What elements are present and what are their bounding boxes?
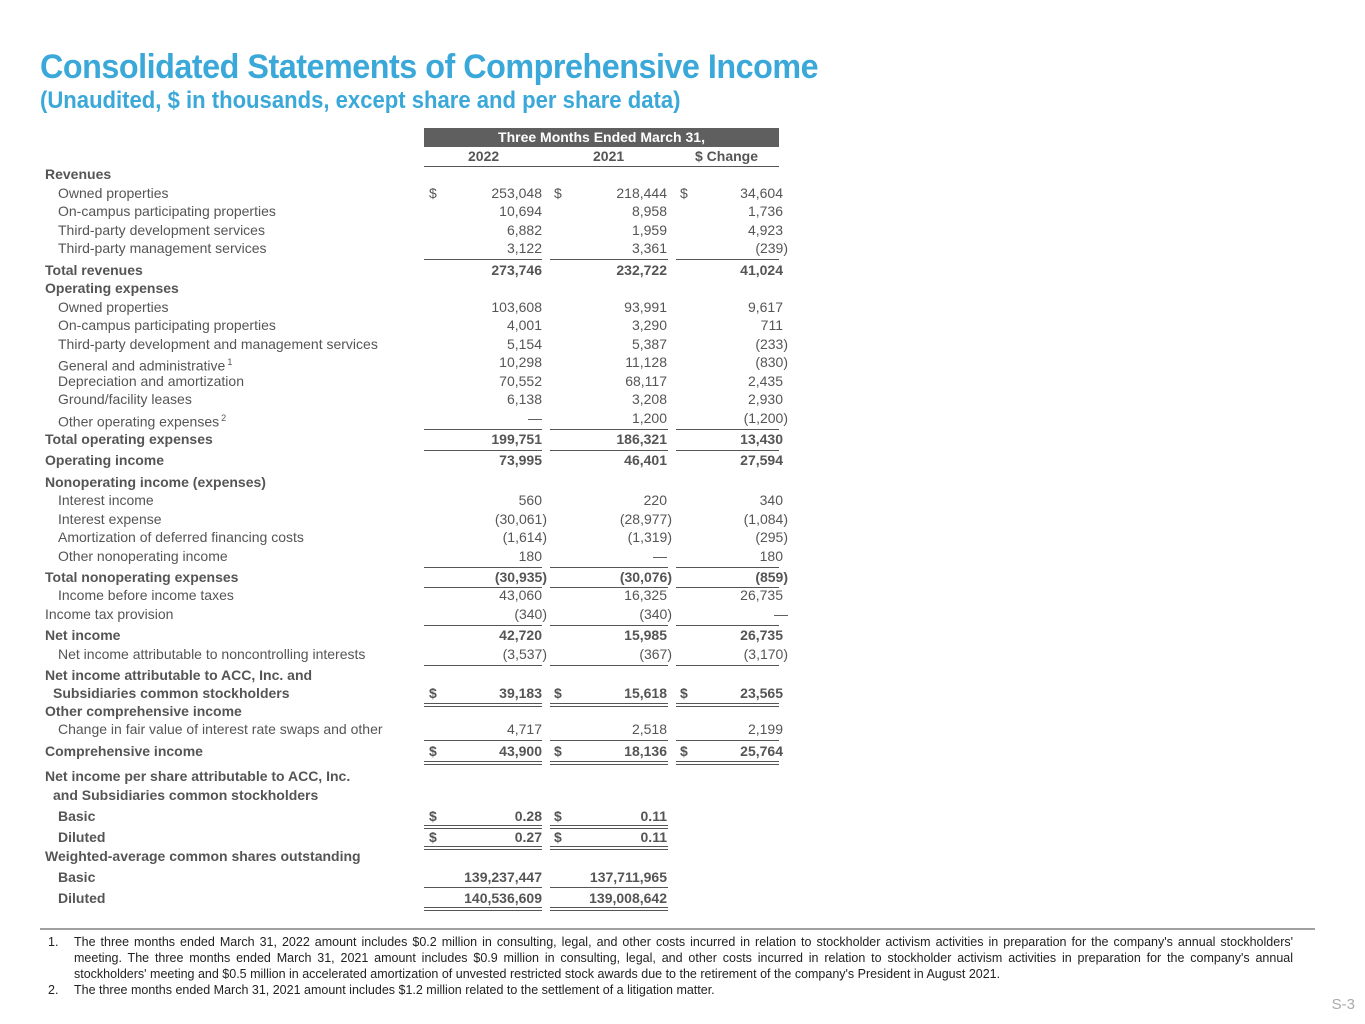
value-change: 26,735 [740, 587, 783, 603]
value-2021: 15,985 [624, 627, 667, 643]
value-2022: 73,995 [499, 452, 542, 468]
row-label: Amortization of deferred financing costs [58, 529, 304, 545]
row-label: Weighted-average common shares outstanding [45, 848, 361, 864]
table-row [0, 720, 800, 739]
value-2021: 0.11 [640, 808, 667, 824]
table-row [0, 828, 800, 847]
value-2022: 10,298 [499, 354, 542, 370]
dollar-sign: $ [554, 743, 562, 759]
row-label: Comprehensive income [45, 743, 203, 759]
value-2022: 4,001 [506, 317, 542, 333]
row-label: Total nonoperating expenses [45, 569, 239, 585]
period-header: Three Months Ended March 31, [424, 128, 779, 147]
row-label: Total revenues [45, 262, 143, 278]
value-2022: 4,717 [506, 721, 542, 737]
row-label: Basic [58, 869, 96, 885]
table-row-total [0, 626, 800, 645]
dollar-sign: $ [554, 185, 562, 201]
table-row [0, 202, 800, 221]
row-label: Total operating expenses [45, 431, 213, 447]
section-eps [0, 767, 800, 786]
footnote-1: 1. The three months ended March 31, 2022 amount includes $0.2 million in consulting, legal, and other costs incurred in relation to stockholder activism activities in preparation for the company's annual stockholders' meeting. The three months ended March 31, 2021 amount includes $0.9 million in consulting, legal, and other costs incurred in relation to stockholder activism activities in preparation for the company's annual stockholders' meeting and $0.5 million in accelerated amortization of unvested restricted stock awards due to the retirement of the company's President in August 2021. [48, 935, 1293, 981]
footnote-separator [40, 928, 1315, 930]
table-row [0, 184, 800, 203]
value-2021: 186,321 [616, 431, 667, 447]
value-2022: (30,061) [494, 511, 547, 527]
value-2021: — [653, 548, 667, 564]
table-row [0, 409, 800, 428]
dollar-sign: $ [680, 185, 688, 201]
value-change: 34,604 [740, 185, 783, 201]
value-change: 23,565 [740, 685, 783, 701]
dollar-sign: $ [554, 808, 562, 824]
table-row-total [0, 261, 800, 280]
table-row [0, 868, 800, 887]
row-label: Depreciation and amortization [58, 373, 244, 389]
section-oci [0, 702, 800, 721]
value-change: 2,199 [747, 721, 783, 737]
value-2022: 5,154 [506, 336, 542, 352]
dollar-sign: $ [554, 829, 562, 845]
value-change: (239) [755, 240, 788, 256]
value-2022: 139,237,447 [464, 869, 542, 885]
value-change: (1,200) [743, 410, 788, 426]
value-2021: 15,618 [624, 685, 667, 701]
table-row-total [0, 568, 800, 587]
row-label: Operating expenses [45, 280, 179, 296]
value-2021: 137,711,965 [589, 869, 667, 885]
row-label: Third-party development services [58, 222, 265, 238]
row-label: On-campus participating properties [58, 317, 276, 333]
table-row [0, 889, 800, 908]
value-2022: 43,900 [499, 743, 542, 759]
value-2021: 139,008,642 [589, 890, 667, 906]
value-2022: (30,935) [494, 569, 547, 585]
section-operating-expenses [0, 279, 800, 298]
value-2022: 273,746 [491, 262, 542, 278]
value-2022: 140,536,609 [464, 890, 542, 906]
table-row [0, 807, 800, 826]
row-label: Ground/facility leases [58, 391, 192, 407]
row-label: Subsidiaries common stockholders [53, 685, 290, 701]
row-label: Basic [58, 808, 96, 824]
value-2022: 560 [518, 492, 542, 508]
table-row-total [0, 430, 800, 449]
row-label: Other comprehensive income [45, 703, 242, 719]
value-change: 2,435 [747, 373, 783, 389]
section-nonoperating [0, 473, 800, 492]
table-row [0, 390, 800, 409]
value-2022: 103,608 [491, 299, 542, 315]
page-subtitle: (Unaudited, $ in thousands, except share and per share data) [40, 87, 681, 114]
table-row-total [0, 684, 800, 703]
value-2021: 0.11 [640, 829, 667, 845]
value-2022: 0.28 [514, 808, 542, 824]
value-2022: (3,537) [502, 646, 547, 662]
dollar-sign: $ [680, 743, 688, 759]
value-2021: 1,959 [631, 222, 667, 238]
row-label: Income before income taxes [58, 587, 234, 603]
value-2022: 3,122 [506, 240, 542, 256]
row-label: Net income attributable to noncontrolling interests [58, 646, 366, 662]
value-2021: 2,518 [631, 721, 667, 737]
col-header-2022: 2022 [468, 148, 500, 164]
row-label: Interest income [58, 492, 154, 508]
row-label: General and administrative $^1$ [58, 357, 233, 374]
table-row [0, 298, 800, 317]
value-change: 13,430 [740, 431, 783, 447]
dollar-sign: $ [429, 829, 437, 845]
footnote-2: 2. The three months ended March 31, 2021 amount includes $1.2 million related to the settlement of a litigation matter. [48, 983, 715, 997]
row-label: Nonoperating income (expenses) [45, 474, 266, 490]
value-2022: 42,720 [499, 627, 542, 643]
value-2021: 68,117 [625, 373, 667, 389]
value-change: (1,084) [743, 511, 788, 527]
table-row [0, 491, 800, 510]
value-2021: 11,128 [625, 354, 667, 370]
value-2021: 16,325 [624, 587, 667, 603]
value-2021: (1,319) [627, 529, 672, 545]
row-label: Other operating expenses $^2$ [58, 413, 227, 430]
value-change: (233) [755, 336, 788, 352]
row-label: Other nonoperating income [58, 548, 228, 564]
row-label: Diluted [58, 890, 106, 906]
dollar-sign: $ [429, 185, 437, 201]
table-row [0, 239, 800, 258]
row-label: Net income attributable to ACC, Inc. and [45, 667, 313, 683]
row-label: Operating income [45, 452, 165, 468]
value-2022: 10,694 [499, 203, 542, 219]
value-2022: 180 [518, 548, 542, 564]
value-2021: (28,977) [619, 511, 672, 527]
value-2021: 8,958 [631, 203, 667, 219]
value-2021: 18,136 [624, 743, 667, 759]
value-change: (295) [755, 529, 788, 545]
value-2021: 220 [643, 492, 667, 508]
value-change: (830) [755, 354, 788, 370]
page-title: Consolidated Statements of Comprehensive Income [40, 48, 819, 86]
value-2022: 43,060 [499, 587, 542, 603]
value-change: (3,170) [743, 646, 788, 662]
value-2021: 5,387 [631, 336, 667, 352]
value-change: 340 [759, 492, 783, 508]
dollar-sign: $ [680, 685, 688, 701]
table-row [0, 221, 800, 240]
value-2022: (1,614) [502, 529, 547, 545]
table-row-total [0, 451, 800, 470]
row-label: Owned properties [58, 185, 169, 201]
value-2021: 232,722 [616, 262, 667, 278]
value-change: 26,735 [740, 627, 783, 643]
table-row [0, 353, 800, 372]
table-row-total [0, 742, 800, 761]
dollar-sign: $ [429, 808, 437, 824]
row-label: Interest expense [58, 511, 162, 527]
value-change: 41,024 [740, 262, 783, 278]
value-change: 4,923 [747, 222, 783, 238]
value-2022: 70,552 [499, 373, 542, 389]
value-2022: 0.27 [514, 829, 542, 845]
value-2022: 199,751 [491, 431, 542, 447]
table-row [0, 645, 800, 664]
table-row [0, 547, 800, 566]
table-row [0, 316, 800, 335]
dollar-sign: $ [429, 685, 437, 701]
value-change: (859) [755, 569, 788, 585]
value-2022: 6,882 [506, 222, 542, 238]
col-header-change: $ Change [695, 148, 759, 164]
value-change: 27,594 [740, 452, 783, 468]
value-2022: 6,138 [506, 391, 542, 407]
row-label: Net income [45, 627, 121, 643]
value-2021: (340) [639, 606, 672, 622]
row-label: and Subsidiaries common stockholders [53, 787, 319, 803]
value-2021: 218,444 [616, 185, 667, 201]
row-label: Change in fair value of interest rate swaps and other [58, 721, 383, 737]
page-number: S-3 [1331, 996, 1355, 1013]
footnote-ref: 2 [221, 413, 227, 423]
value-2021: (30,076) [619, 569, 672, 585]
table-row [0, 372, 800, 391]
dollar-sign: $ [429, 743, 437, 759]
row-label: Revenues [45, 166, 112, 182]
footnote-ref: 1 [227, 357, 233, 367]
value-change: 180 [759, 548, 783, 564]
value-2022: 253,048 [491, 185, 542, 201]
row-label: On-campus participating properties [58, 203, 276, 219]
value-2022: (340) [514, 606, 547, 622]
row-label: Net income per share attributable to ACC, Inc. [45, 768, 351, 784]
value-change: 9,617 [747, 299, 783, 315]
value-change: 711 [760, 317, 783, 333]
col-header-2021: 2021 [593, 148, 625, 164]
value-2022: — [528, 410, 542, 426]
table-row [0, 510, 800, 529]
row-label: Third-party management services [58, 240, 267, 256]
value-2021: 3,361 [631, 240, 667, 256]
table-row [0, 605, 800, 624]
section-shares [0, 847, 800, 866]
value-2022: 39,183 [499, 685, 542, 701]
section-revenues [0, 165, 800, 184]
value-change: 2,930 [747, 391, 783, 407]
value-2021: (367) [639, 646, 672, 662]
row-label: Diluted [58, 829, 106, 845]
row-label: Owned properties [58, 299, 169, 315]
value-change: 25,764 [740, 743, 783, 759]
value-change: 1,736 [747, 203, 783, 219]
value-change: — [774, 606, 788, 622]
row-label: Third-party development and management services [58, 336, 378, 352]
value-2021: 3,290 [631, 317, 667, 333]
value-2021: 1,200 [631, 410, 667, 426]
value-2021: 3,208 [631, 391, 667, 407]
value-2021: 46,401 [624, 452, 667, 468]
table-row [0, 335, 800, 354]
value-2021: 93,991 [624, 299, 667, 315]
footnotes [48, 934, 1293, 998]
section-eps [0, 786, 800, 805]
dollar-sign: $ [554, 685, 562, 701]
row-label: Income tax provision [45, 606, 174, 622]
table-row [0, 666, 800, 685]
table-row [0, 528, 800, 547]
table-row [0, 586, 800, 605]
